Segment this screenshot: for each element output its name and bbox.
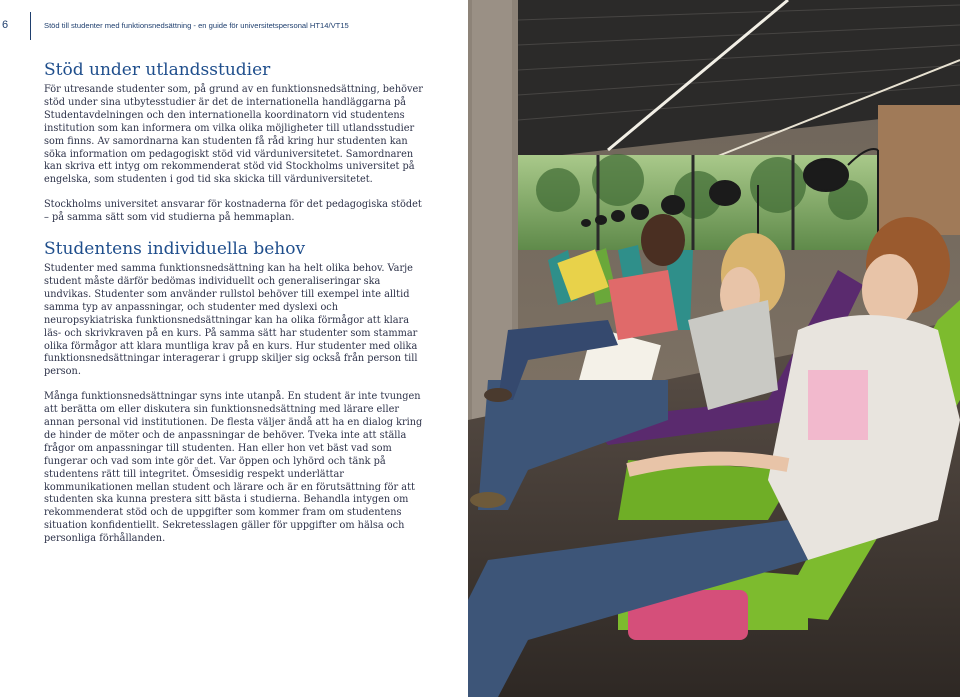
paragraph: Stockholms universitet ansvarar för kostnaderna för det pedagogiska stödet – på samma sätt som vid studierna på hemmaplan. xyxy=(44,199,422,224)
lounge-photo xyxy=(468,0,960,697)
body-content xyxy=(44,60,424,546)
paragraph: Studenter med samma funktionsnedsättning kan ha helt olika behov. Varje student måste därför bedömas individuellt och generaliseringar ska undvikas. Studenter som använder rullstol behöver till exempel inte alltid samma typ av anpassningar, och studenter med dyslexi och neuropsykiatriska funktionsnedsättningar kan ha olika förmågor att klara läs- och skrivkraven på en kurs. På samma sätt har studenter som stammar olika förmågor att klara muntliga krav på en kurs. Hur studenter med olika funktionsnedsättningar interagerar i grupp skiljer sig också från person till person. xyxy=(44,263,418,378)
paragraph: För utresande studenter som, på grund av en funktionsnedsättning, behöver stöd under sina utbytesstudier är det de internationella handläggarna på Studentavdelningen och den internationella koordinatorn vid studentens institution som kan informera om vilka olika möjligheter till utlandsstudier som finns. Av samordnarna kan studenten få råd kring hur studenten kan söka information om pedagogiskt stöd vid värduniversitetet. Samordnaren kan skriva ett intyg om rekommenderat stöd vid Stockholms universitet på engelska, som studenten i god tid ska skicka till värduniversitetet. xyxy=(44,84,423,186)
page-number: 6 xyxy=(2,19,9,31)
text-page xyxy=(0,0,468,697)
section-heading-study-abroad: Stöd under utlandsstudier xyxy=(44,60,271,80)
header-divider xyxy=(30,12,31,40)
section-heading-individual-needs: Studentens individuella behov xyxy=(44,239,306,260)
running-header: Stöd till studenter med funktionsnedsättning - en guide för universitetspersonal HT14/VT15 xyxy=(44,21,349,30)
paragraph: Många funktionsnedsättningar syns inte utanpå. En student är inte tvungen att berätta om eller diskutera sin funktionsnedsättning med lärare eller annan personal vid institutionen. De flesta väljer ändå att ha en dialog kring de hinder de möter och de anpassningar de behöver. Tveka inte att ställa frågor om anpassningar till studenten. Han eller hon vet bäst vad som fungerar och vad som inte gör det. Var öppen och lyhörd och tänk på studentens rätt till integritet. Ömsesidig respekt underlättar kommunikationen mellan student och lärare och är en förutsättning för att studenten ska kunna prestera sitt bästa i studierna. Behandla intygen om rekommenderat stöd och de uppgifter som kommer fram om studentens situation konfidentiellt. Sekretesslagen gäller för uppgifter om hälsa och personliga förhållanden. xyxy=(44,391,423,545)
